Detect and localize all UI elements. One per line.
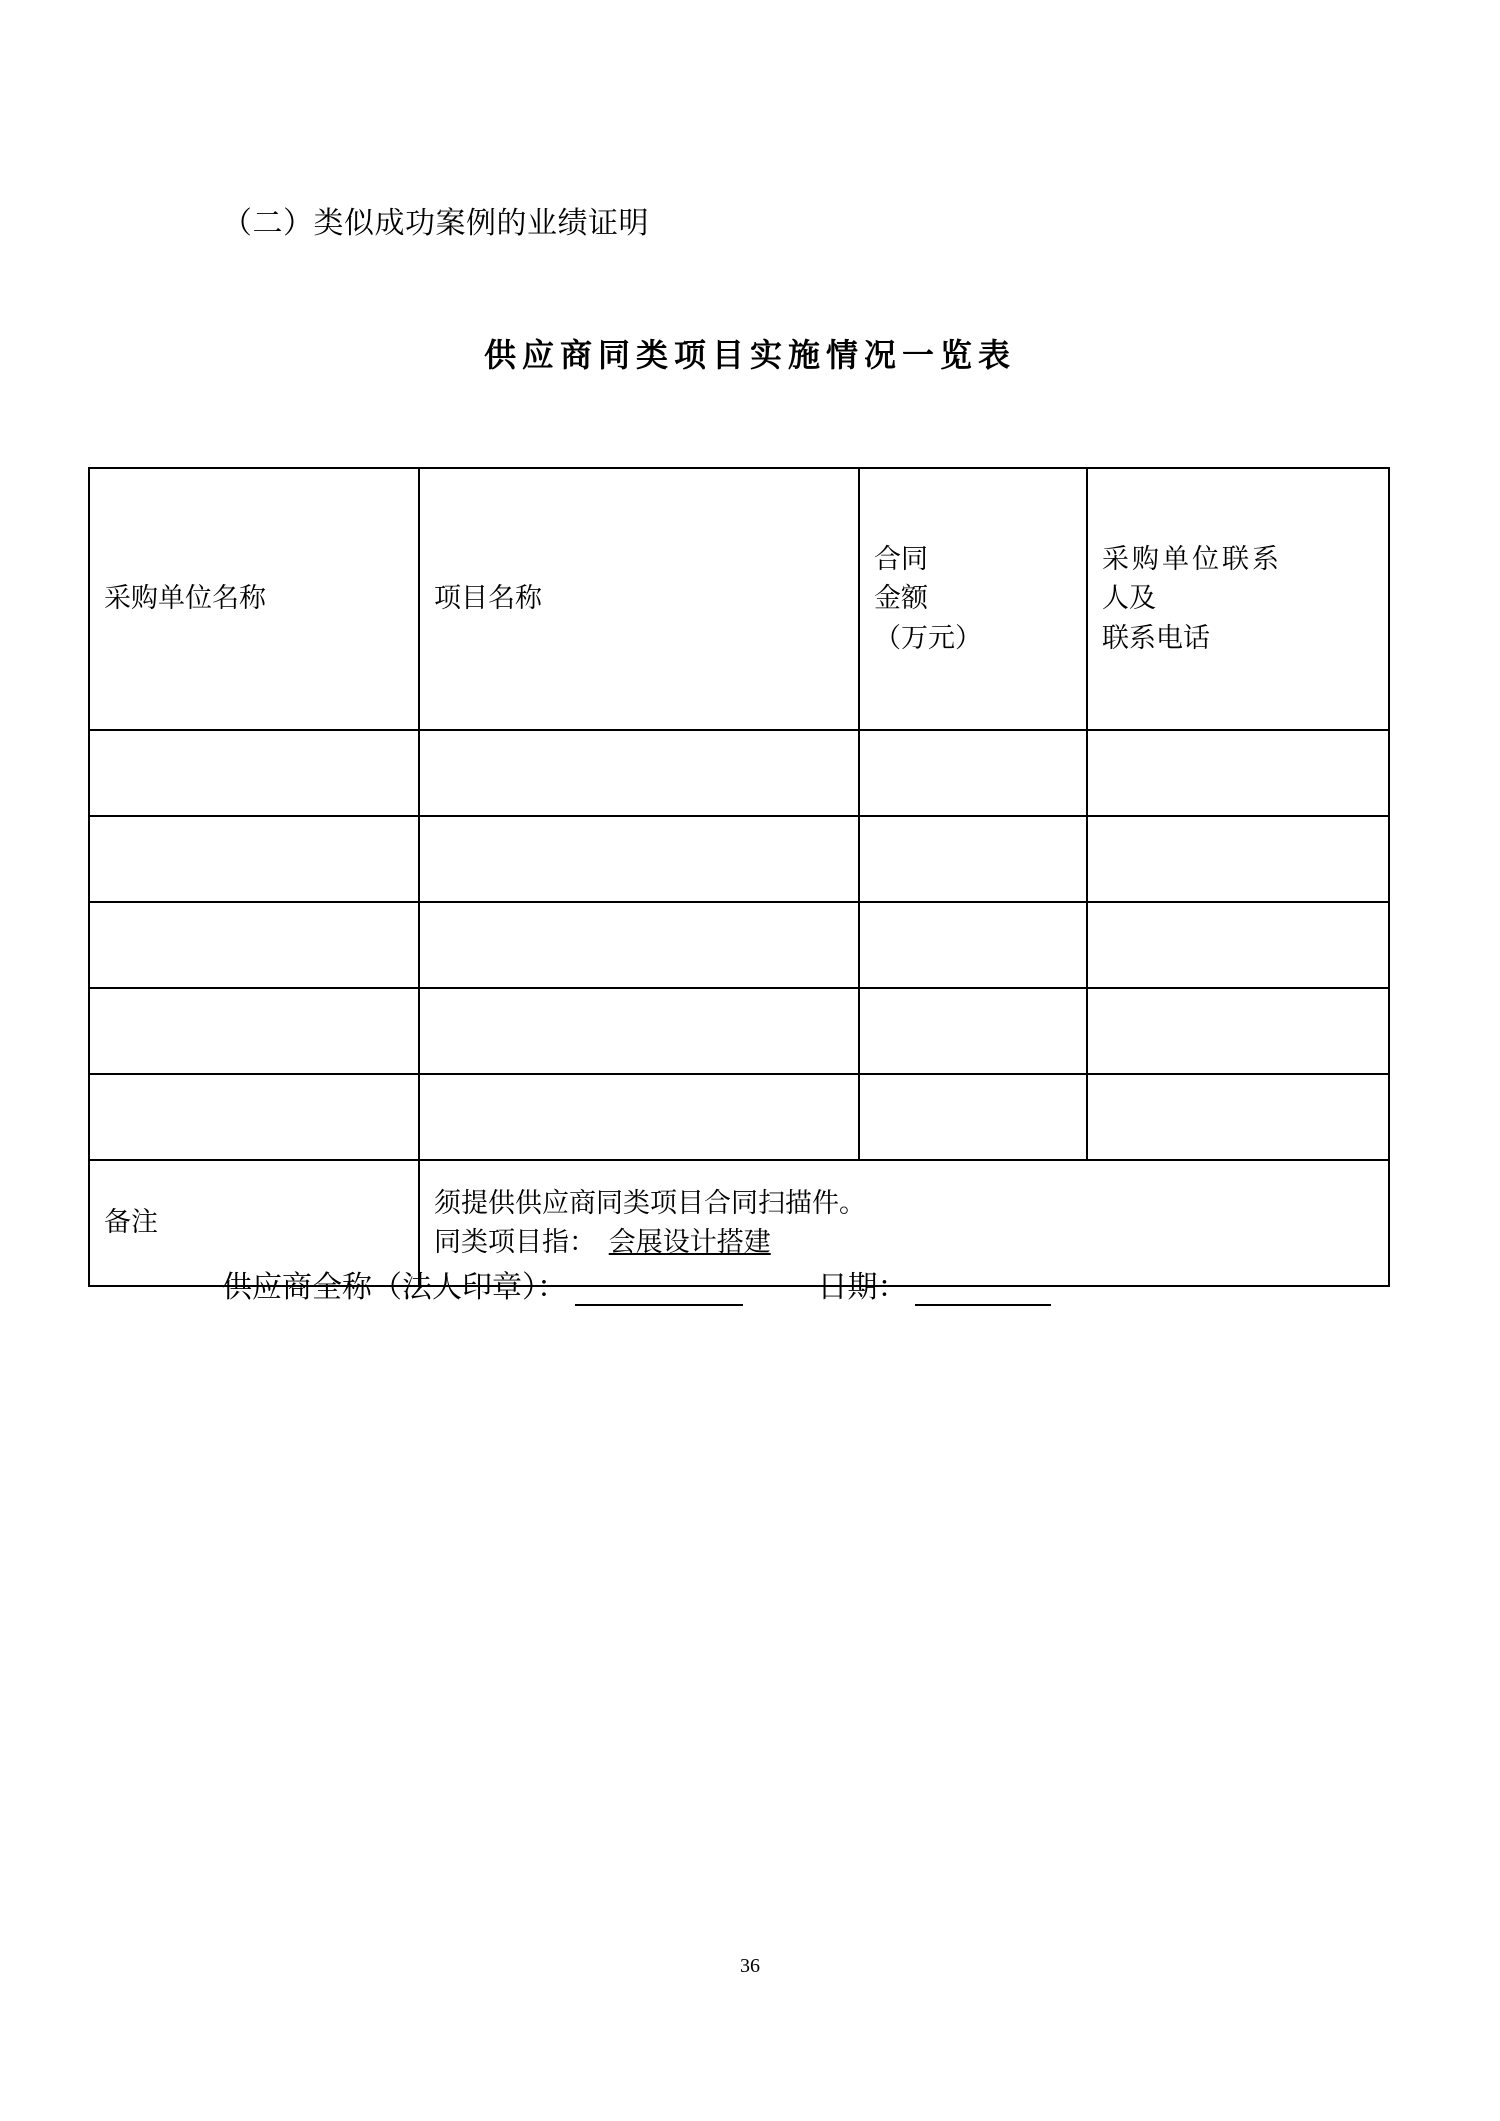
note-line-2-prefix: 同类项目指：: [434, 1227, 596, 1257]
cell-project-name[interactable]: [419, 1074, 859, 1160]
header-cell-purchaser-name: 采购单位名称: [89, 468, 419, 730]
performance-table: [88, 467, 1390, 1287]
header-contact-line-1: 采购单位联系: [1102, 544, 1282, 575]
cell-purchaser-name[interactable]: [89, 988, 419, 1074]
header-cell-contact-info: [1087, 468, 1389, 730]
cell-contact-info[interactable]: [1087, 730, 1389, 816]
note-line-2: [434, 1223, 1374, 1262]
header-amount-line-2: 金额: [874, 583, 928, 614]
date-label: 日期：: [817, 1271, 908, 1304]
cell-purchaser-name[interactable]: [89, 816, 419, 902]
cell-purchaser-name[interactable]: [89, 730, 419, 816]
page-title: 供应商同类项目实施情况一览表: [483, 337, 1016, 373]
date-field[interactable]: [915, 1278, 1051, 1306]
cell-contact-info[interactable]: [1087, 902, 1389, 988]
cell-contract-amount[interactable]: [859, 988, 1087, 1074]
cell-project-name[interactable]: [419, 988, 859, 1074]
note-line-1: 须提供供应商同类项目合同扫描件。: [434, 1187, 866, 1218]
performance-table-wrapper: [88, 467, 1388, 1287]
header-contact-line-3: 联系电话: [1102, 622, 1210, 653]
note-label: 备注: [89, 1160, 419, 1286]
header-amount-line-3: （万元）: [874, 622, 982, 653]
header-contact-line-2: 人及: [1102, 583, 1156, 614]
cell-contact-info[interactable]: [1087, 988, 1389, 1074]
cell-project-name[interactable]: [419, 816, 859, 902]
table-header-row: [89, 468, 1389, 730]
cell-contract-amount[interactable]: [859, 730, 1087, 816]
page-number: 36: [740, 1955, 760, 1977]
table-row[interactable]: [89, 730, 1389, 816]
cell-purchaser-name[interactable]: [89, 902, 419, 988]
cell-contract-amount[interactable]: [859, 1074, 1087, 1160]
cell-contact-info[interactable]: [1087, 816, 1389, 902]
supplier-name-label: 供应商全称（法人印章）：: [222, 1271, 567, 1304]
signature-row: [222, 1262, 1051, 1306]
table-row[interactable]: [89, 902, 1389, 988]
header-amount-line-1: 合同: [874, 544, 928, 575]
table-row[interactable]: [89, 816, 1389, 902]
cell-contract-amount[interactable]: [859, 816, 1087, 902]
note-line-2-value[interactable]: 会展设计搭建: [608, 1227, 771, 1257]
supplier-name-field[interactable]: [575, 1278, 743, 1306]
header-cell-contract-amount: [859, 468, 1087, 730]
cell-contract-amount[interactable]: [859, 902, 1087, 988]
cell-purchaser-name[interactable]: [89, 1074, 419, 1160]
header-cell-project-name: 项目名称: [419, 468, 859, 730]
cell-project-name[interactable]: [419, 730, 859, 816]
section-heading: （二）类似成功案例的业绩证明: [222, 207, 649, 240]
cell-contact-info[interactable]: [1087, 1074, 1389, 1160]
cell-project-name[interactable]: [419, 902, 859, 988]
table-row[interactable]: [89, 988, 1389, 1074]
table-row[interactable]: [89, 1074, 1389, 1160]
